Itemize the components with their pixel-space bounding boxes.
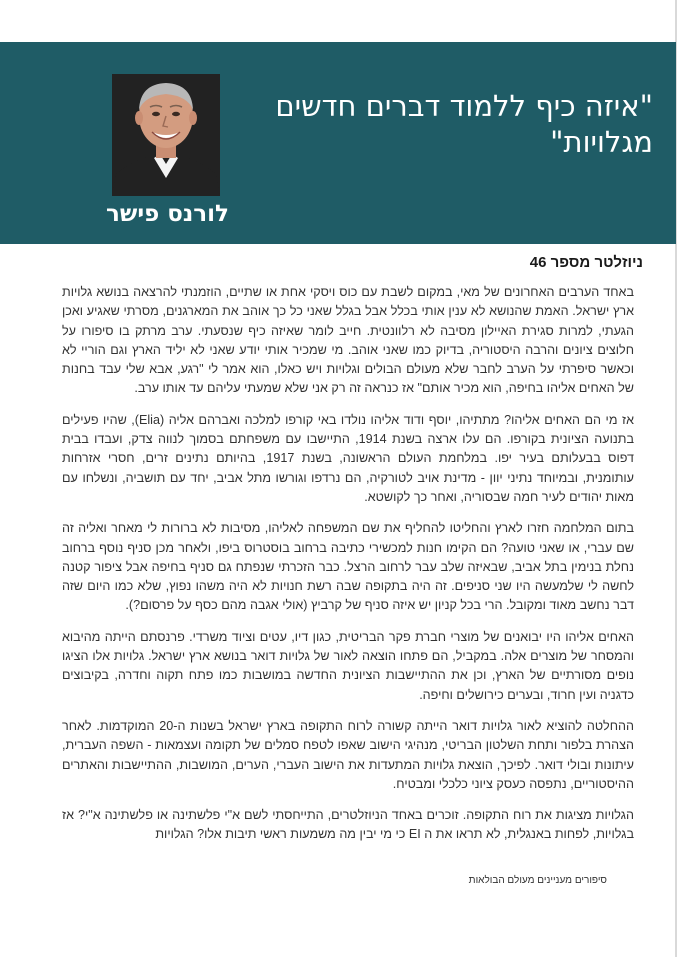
page-title: "איזה כיף ללמוד דברים חדשים מגלויות" bbox=[275, 89, 653, 159]
article-paragraph: אז מי הם האחים אליהו? מתתיהו, יוסף ודוד אליהו נולדו באי קורפו למלכה ואברהם אליה (Elia), שהיו פעילים בתנועה הציונית בקורפו. הם עלו ארצה בשנת 1914, התיישבו עם משפחתם בסמוך לנווה צדק, ועבדו בבית דפוס בבעלותם בעיר יפו. במלחמת העולם הראשונה, בשנת 1917, בהיותם נתינים זרים, חסרי אזרחות עותומנית, ובמיוחד נתיני יוון - מדינת אויב לטורקיה, הם נרדפו וגורשו מתל אביב, יחד עם תושביה, ונשלחו עם מאות יהודים לעיר חמה שבסוריה, ואחר כך לקושטא. bbox=[62, 412, 634, 504]
article-body bbox=[62, 283, 634, 857]
article-paragraph: ההחלטה להוציא לאור גלויות דואר הייתה קשורה לרוח התקופה בארץ ישראל בשנות ה-20 המוקדמות. לאחר הצהרת בלפור ותחת השלטון הבריטי, מנהיגי הישוב שאפו לטפח סמלים של תקומה ועצמאות - השפה העברית, עיתונות ובולי דואר. לפיכך, הוצאת גלויות המתעדות את הישוב העברי, הערים, המושבות, ההתיישבות והאתרים ההיסטוריים, נתפסה כעסק ציוני כלכלי ומבטיח. bbox=[62, 718, 634, 791]
author-name: לורנס פישר bbox=[106, 201, 229, 227]
article-paragraph: באחד הערבים האחרונים של מאי, במקום לשבת עם כוס ויסקי אחת או שתיים, הוזמנתי להרצאה בנושא גלויות ארץ ישראל. האמת שהנושא לא ענין אותי בכלל אבל בגלל שאני כל כך אוהב את המארגנים, מסרתי שאגיע ואכן הגעתי, למרות סגירת האיילון מסיבה לא רלוונטית. חייב לומר שאיזה כיף שנסעתי. ערב מרתק בו סיפורו על חלוצים ציונים והרבה היסטוריה, בדיוק כמו שאני אוהב. מי שמכיר אותי יודע שאני לא יליד הארץ וגם הוריי לא וכאשר סיפרתי על הערב לחבר שלא מעולם הבולים וגלויות ויש כאלו, הוא אמר לי "רגע, אבא שלי עבד בחנות של האחים אליהו בחיפה, הוא מכיר אותם" אז כנראה זה רק אני שלא שמעתי עליהם עד אותו ערב. bbox=[62, 285, 634, 396]
article-paragraph: האחים אליהו היו יבואנים של מוצרי חברת פקר הבריטית, כגון דיו, עטים וציוד משרדי. פרנסתם הייתה מהיבוא והמסחר של מוצרים אלה. במקביל, הם פתחו הוצאה לאור של גלויות דואר בנושא ארץ ישראל. גלויות אלו הציגו נופים מסורתיים של הארץ, וכן את ההתיישבות הציונית החדשה במושבות כמו פתח תקוה וחדרה, בקיבוצים כדגניה ועין חרוד, ובערים כירושלים וחיפה. bbox=[62, 629, 634, 702]
article-paragraph: הגלויות מציגות את רוח התקופה. זוכרים באחד הניוזלטרים, התייחסתי לשם א"י פלשתינה או פלשתינה א"י? אז בגלויות, לפחות באנגלית, לא תראו את ה EI כי מי יבין מה משמעות ראשי תיבות אלו? הגלויות bbox=[62, 808, 634, 842]
article-paragraph: בתום המלחמה חזרו לארץ והחליטו להחליף את שם המשפחה לאליהו, מסיבות לא ברורות לי מאחר ואליה זה שם עברי, או שאני טועה? הם הקימו חנות למכשירי כתיבה ברחוב בוסטרוס ביפו, ולאחר מכן סניף נוסף ברחוב נחלת בנימין בתל אביב, שבאיזה שלב עבר לרחוב הרצל. כבר הזכרתי שנפתח גם סניף בחיפה אבל ציפור קטנה לחשה לי שלמעשה היו שני סניפים. זה היה בתקופה שבה רשת חנויות לא היה משהו נפוץ, שלא כמו היום שזה דבר נחשב מאוד ומקובל. הרי בכל קניון יש איזה סניף של קרביץ (אולי אגבה מהם כסף על פרסום?). bbox=[62, 521, 634, 613]
footer-tagline: סיפורים מעניינים מעולם הבולאות bbox=[468, 875, 607, 886]
author-photo bbox=[112, 74, 220, 196]
newsletter-issue-label: ניוזלטר מספר 46 bbox=[529, 254, 643, 271]
